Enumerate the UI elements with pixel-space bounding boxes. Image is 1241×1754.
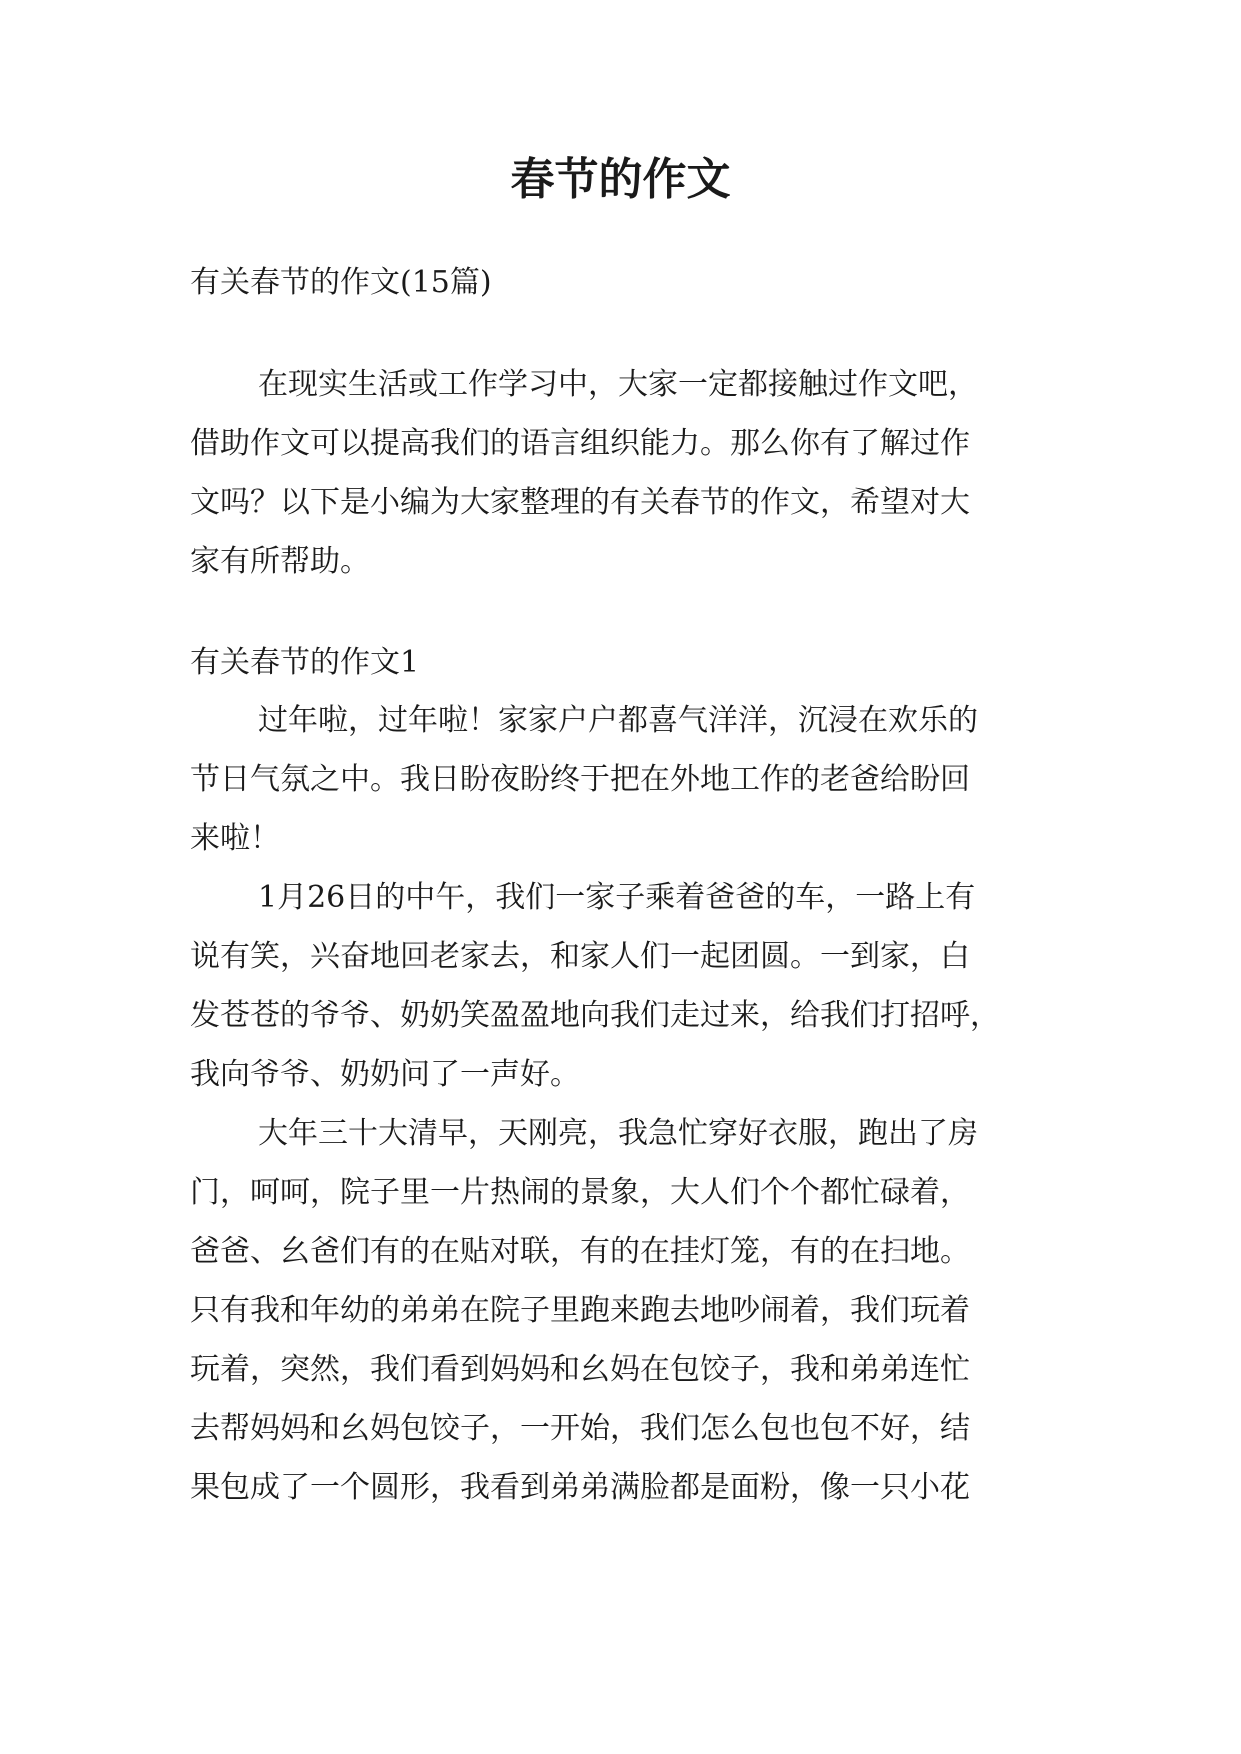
- paragraph-line: 我向爷爷、奶奶问了一声好。: [190, 1057, 580, 1092]
- paragraph-line: 来啦！: [190, 821, 280, 856]
- intro-line: 家有所帮助。: [190, 544, 370, 579]
- paragraph-line: 1月26日的中午，我们一家子乘着爸爸的车，一路上有: [258, 880, 976, 915]
- paragraph-line: 去帮妈妈和幺妈包饺子，一开始，我们怎么包也包不好，结: [190, 1411, 970, 1446]
- intro-line: 文吗？以下是小编为大家整理的有关春节的作文，希望对大: [190, 485, 970, 520]
- intro-line: 借助作文可以提高我们的语言组织能力。那么你有了解过作: [190, 426, 970, 461]
- paragraph-line: 过年啦，过年啦！家家户户都喜气洋洋，沉浸在欢乐的: [258, 703, 978, 738]
- section-heading: 有关春节的作文1: [190, 645, 420, 680]
- paragraph-line: 节日气氛之中。我日盼夜盼终于把在外地工作的老爸给盼回: [190, 762, 970, 797]
- paragraph-line: 果包成了一个圆形，我看到弟弟满脸都是面粉，像一只小花: [190, 1470, 970, 1505]
- paragraph-line: 只有我和年幼的弟弟在院子里跑来跑去地吵闹着，我们玩着: [190, 1293, 970, 1328]
- document-subtitle: 有关春节的作文(15篇): [190, 265, 492, 300]
- intro-line: 在现实生活或工作学习中，大家一定都接触过作文吧，: [258, 367, 978, 402]
- document-title: 春节的作文: [510, 154, 731, 205]
- paragraph-line: 爸爸、幺爸们有的在贴对联，有的在挂灯笼，有的在扫地。: [190, 1234, 970, 1269]
- paragraph-line: 门，呵呵，院子里一片热闹的景象，大人们个个都忙碌着，: [190, 1175, 970, 1210]
- paragraph-line: 大年三十大清早，天刚亮，我急忙穿好衣服，跑出了房: [258, 1116, 978, 1151]
- paragraph-line: 发苍苍的爷爷、奶奶笑盈盈地向我们走过来，给我们打招呼，: [190, 998, 1000, 1033]
- paragraph-line: 玩着，突然，我们看到妈妈和幺妈在包饺子，我和弟弟连忙: [190, 1352, 970, 1387]
- paragraph-line: 说有笑，兴奋地回老家去，和家人们一起团圆。一到家，白: [190, 939, 970, 974]
